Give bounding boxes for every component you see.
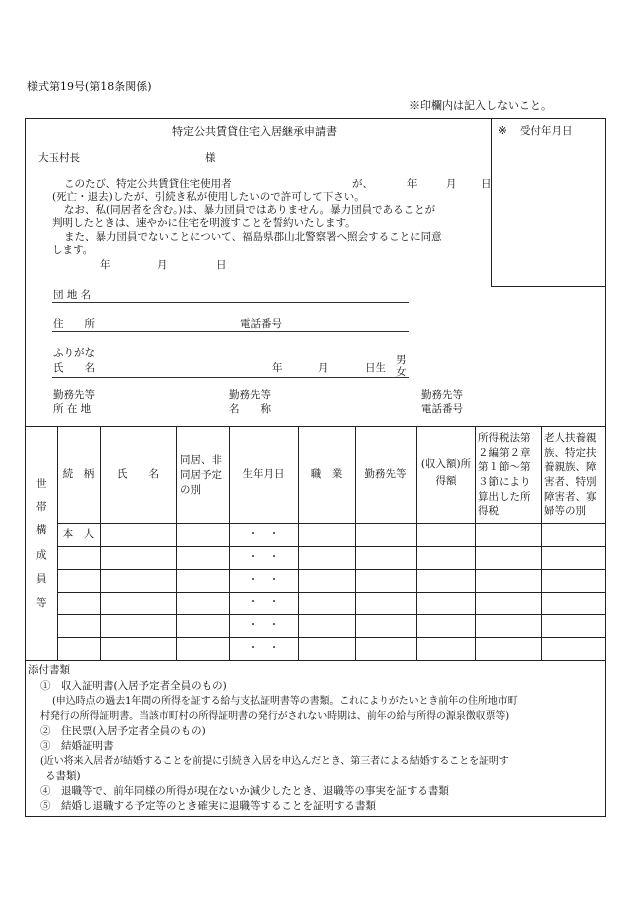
work-phone-label-1: 勤務先等 [421,389,463,401]
table-row-line-3 [57,592,606,593]
side-label-0: 世 [36,478,47,490]
para1-line2: (死亡・退去)したが、引続き私が使用したいので許可して下さい。 [52,191,365,203]
work-address-label-2: 所 在 地 [53,403,92,415]
birth-month: 月 [318,362,329,374]
attachment-3-detail-2: る書類) [45,770,81,782]
honorific: 様 [205,152,216,164]
complex-underline[interactable] [52,302,409,303]
sex-female[interactable]: 女 [396,366,407,378]
date-year: 年 [100,259,111,271]
col-line-7 [416,426,417,660]
para2-line2: 判明したときは、速やかに住宅を明渡すことを誓約いたします。 [52,217,356,229]
header-relation: 続 柄 [62,467,95,480]
phone-label: 電話番号 [240,318,282,330]
row-1-relation: 本 人 [62,527,95,540]
col-line-9 [541,426,542,660]
row-2-birthdate-dots[interactable]: ・ ・ [247,550,280,563]
header-income: (収入額)所得額 [420,458,472,487]
para3-line1: また、暴力団員でないことについて、福島県郡山北警察署へ照会することに同意 [64,231,442,243]
address-label: 住 所 [53,318,95,330]
attachments-heading: 添付書類 [28,664,70,676]
para3-line2: します。 [52,244,94,256]
form-title: 特定公共賃貸住宅入居継承申請書 [172,125,337,138]
attachment-3-detail-1: (近い将来入居者が結婚することを前提に引続き入居を申込んだとき、第三者による結婚することを証明す [40,756,509,767]
header-dependents: 老人扶養親族、特定扶養親族、障害者、特別障害者、寡婦等の別 [544,432,597,518]
receipt-divider [491,118,492,286]
addressee: 大玉村長 [38,152,80,164]
receipt-label: 受付年月日 [520,125,573,137]
side-label-3: 成 [36,549,47,561]
attachment-5: ⑤ 結婚し退職する予定等のとき確実に退職等することを証明する書類 [40,800,376,812]
table-header-bottom [57,523,606,524]
name-underline[interactable] [52,377,409,378]
name-label: 氏 名 [53,362,95,374]
form-number: 様式第19号(第18条関係) [27,80,152,93]
attachment-1-detail-2: 村発行の所得証明書。当該市町村の所得証明書の発行がされない時期は、前年の給与所得の源泉徴収票等) [40,711,510,722]
row-6-birthdate-dots[interactable]: ・ ・ [247,641,280,654]
birth-year: 年 [272,362,283,374]
attachment-2: ② 住民票(入居予定者全員のもの) [40,725,206,737]
furigana-label: ふりがな [53,347,95,359]
row-5-birthdate-dots[interactable]: ・ ・ [247,618,280,631]
form-note: ※印欄内は記入しないこと。 [409,99,552,112]
work-address-label-1: 勤務先等 [53,389,95,401]
header-name: 氏 名 [117,467,159,480]
para1-ga: が、 [352,178,373,190]
table-row-line-2 [57,569,606,570]
para1-month: 月 [446,178,457,190]
header-cohabit: 同居、非同居予定の別 [180,454,222,497]
table-row-line-1 [57,546,606,547]
side-label-2: 構 [36,524,47,536]
header-workplace: 勤務先等 [364,467,407,480]
col-line-3 [176,426,177,660]
side-label-5: 等 [36,597,47,609]
work-name-label-1: 勤務先等 [229,389,271,401]
complex-label: 団 地 名 [53,289,92,301]
receipt-mark: ※ [498,125,507,137]
attachment-4: ④ 退職等で、前年同様の所得が現在ないか減少したとき、退職等の事実を証する書類 [40,785,449,797]
para1-day: 日 [481,178,492,190]
para2-line1: なお、私(同居者を含む。)は、暴力団員ではありません。暴力団員であることが [64,204,436,216]
receipt-bottom-line [491,286,606,287]
attachment-3-title: ③ 結婚証明書 [40,740,114,752]
attachment-1-title: ① 収入証明書(入居予定者全員のもの) [40,680,227,692]
header-birthdate: 生年月日 [242,467,285,480]
row-4-birthdate-dots[interactable]: ・ ・ [247,596,280,609]
attachment-1-detail-1: (申込時点の過去1年間の所得を証する給与支払証明書等の書類。これによりがたいとき前年の住所地市町 [52,696,518,707]
table-bottom-line [25,660,606,661]
row-3-birthdate-dots[interactable]: ・ ・ [247,573,280,586]
side-label-4: 員 [36,573,47,585]
address-underline[interactable] [52,331,409,332]
work-name-label-2: 名 称 [229,403,271,415]
table-row-line-4 [57,614,606,615]
header-tax: 所得税法第２編第２章第１節～第３節により算出した所得税 [478,432,531,518]
date-day: 日 [216,259,227,271]
col-line-8 [475,426,476,660]
row-1-birthdate-dots[interactable]: ・ ・ [247,527,280,540]
header-occupation: 職 業 [310,467,343,480]
para1-line1: このたび、特定公共賃貸住宅使用者 [64,178,232,190]
side-label-1: 帯 [36,501,47,513]
date-month: 月 [157,259,168,271]
sex-male[interactable]: 男 [396,354,407,366]
birth-day: 日生 [365,362,386,374]
para1-year: 年 [407,178,418,190]
table-row-line-5 [57,637,606,638]
work-phone-label-2: 電話番号 [421,403,463,415]
